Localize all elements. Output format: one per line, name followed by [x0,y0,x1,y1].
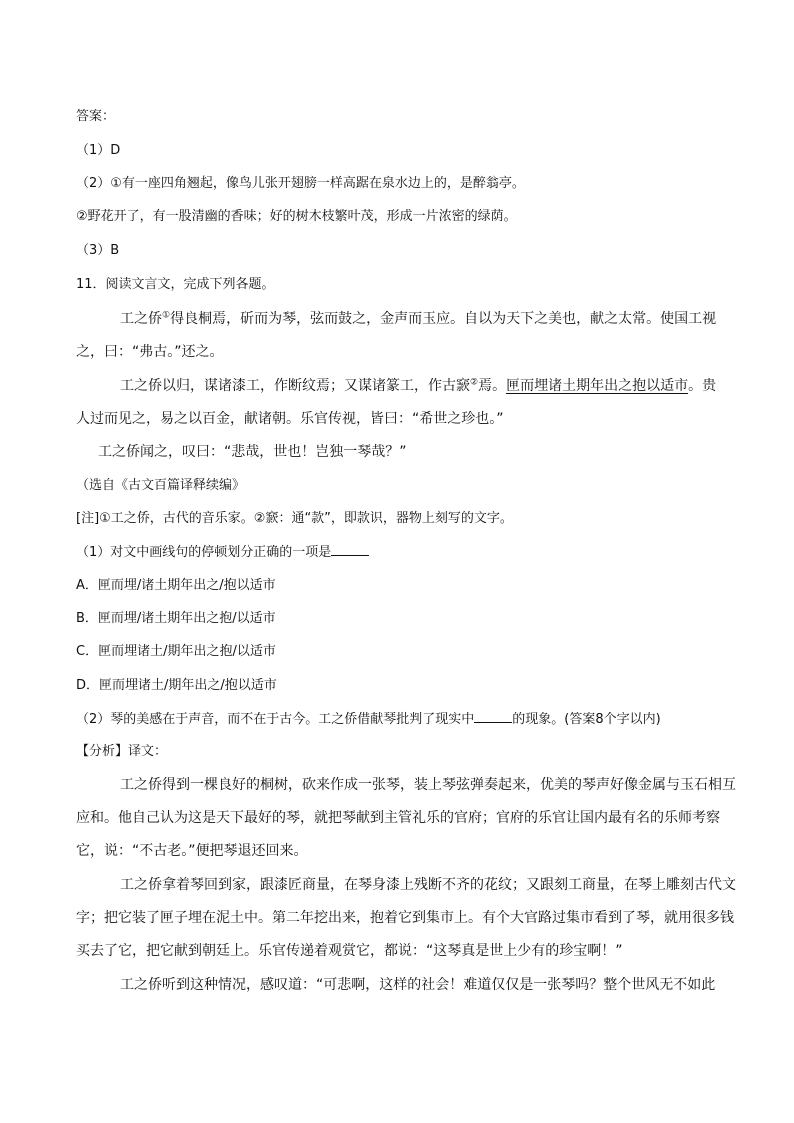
option-c: C．匣而埋诸土/期年出之抱/以适市 [76,644,276,659]
source-citation: （选自《古文百篇译释续编》 [76,478,246,493]
classical-text-para-2-line-2: 人过而见之，易之以百金，献诸朝。乐官传视，皆曰：“希世之珍也。” [76,411,504,427]
sub-question-2 [76,710,661,729]
classical-text-para-1-line-1 [120,310,716,328]
translation-para-2: 工之侨拿着琴回到家，跟漆匠商量，在琴身漆上残断不齐的花纹；又跟刻工商量，在琴上雕刻古代文字；把它装了匣子埋在泥土中。第二年挖出来，抱着它到集市上。有个大官路过集市看到了琴，就用很多钱买去了它，把它献到朝廷上。乐官传递着观赏它，都说：“这琴真是世上少有的珍宝啊！” [76,877,736,959]
answer-blank [474,710,512,723]
answer-label: 答案： [76,109,116,124]
option-d: D．匣而埋诸土/期年出之/抱以适市 [76,678,277,693]
underlined-sentence: 匣而埋诸土期年出之抱以适市 [506,378,689,394]
text-segment: 工之侨 [120,311,162,327]
sub-question-1 [76,543,369,562]
analysis-label: 【分析】译文： [76,744,168,759]
answer-3: （3）B [76,243,120,258]
text-segment: 得良桐焉，斫而为琴，弦而鼓之，金声而玉应。自以为天下之美也，献之太常。使国工视 [170,311,717,327]
answer-1: （1）D [76,143,121,158]
annotation-note: [注]①工之侨，古代的音乐家。②窾：通“款”，即款识，器物上刻写的文字。 [76,511,513,526]
text-segment: 。贵 [688,378,717,394]
option-b: B．匣而埋/诸土期年出之抱/以适市 [76,611,276,626]
footnote-marker-2: ② [470,377,479,388]
translation-para-3: 工之侨听到这种情况，感叹道：“可悲啊，这样的社会！难道仅仅是一张琴吗？整个世风无不如此 [120,977,716,993]
footnote-marker-1: ① [162,310,171,321]
text-segment: 焉。 [478,378,507,394]
question-text-end: 的现象。(答案8个字以内) [512,712,661,727]
text-segment: 工之侨以归，谋诸漆工，作断纹焉；又谋诸篆工，作古窾 [120,378,470,394]
answer-blank [331,543,369,556]
option-a: A．匣而埋/诸土期年出之/抱以适市 [76,578,276,593]
answer-2-line-2: ②野花开了，有一股清幽的香味；好的树木枝繁叶茂，形成一片浓密的绿荫。 [76,209,517,224]
classical-text-para-3: 工之侨闻之，叹曰：“悲哉，世也！岂独一琴哉？” [98,444,407,460]
classical-text-para-1-line-2: 之，曰：“弗古。”还之。 [76,344,224,360]
question-text: （1）对文中画线句的停顿划分正确的一项是 [76,545,332,560]
question-text: （2）琴的美感在于声音，而不在于古今。工之侨借献琴批判了现实中 [76,712,475,727]
question-11-heading: 11．阅读文言文，完成下列各题。 [76,277,275,292]
translation-para-1: 工之侨得到一棵良好的桐树，砍来作成一张琴，装上琴弦弹奏起来，优美的琴声好像金属与玉石相互应和。他自己认为这是天下最好的琴，就把琴献到主管礼乐的官府；官府的乐官让国内最有名的乐师考察它，说：“不古老。”便把琴退还回来。 [76,777,736,859]
answer-2-line-1: （2）①有一座四角翘起，像鸟儿张开翅膀一样高踞在泉水边上的，是醉翁亭。 [76,176,525,191]
classical-text-para-2-line-1 [120,377,716,395]
